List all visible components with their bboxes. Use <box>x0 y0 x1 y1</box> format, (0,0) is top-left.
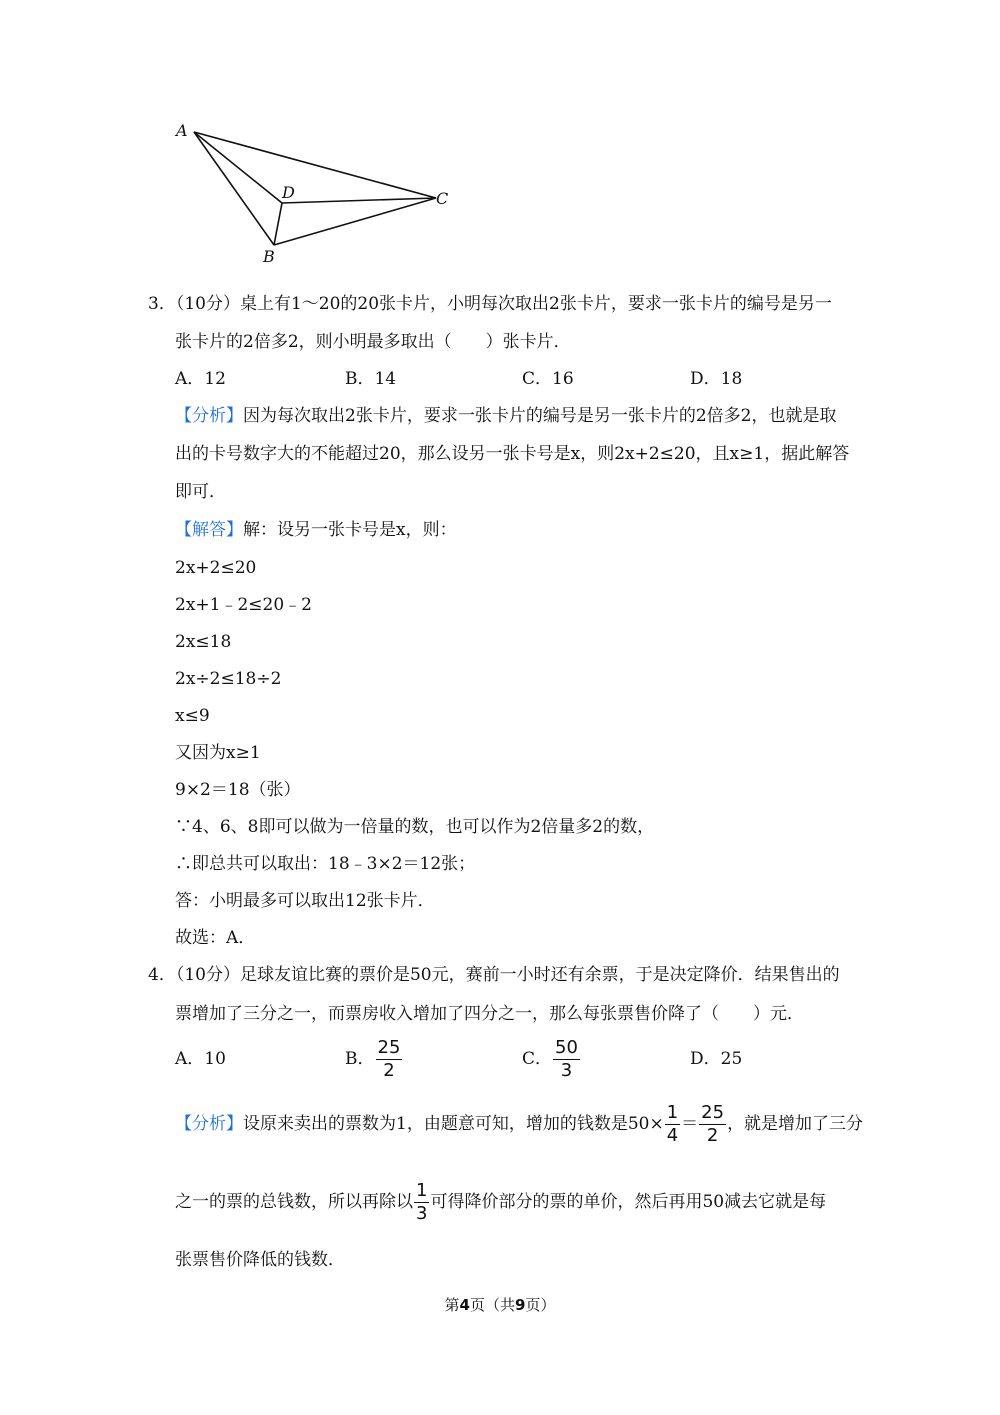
q3-option-a: A．12 <box>175 369 226 389</box>
q3-option-b: B．14 <box>345 369 397 389</box>
q4-option-b-label: B． <box>345 1049 375 1069</box>
segment-ab <box>194 132 274 245</box>
analysis-tag: 【分析】 <box>175 406 243 426</box>
fraction-denominator: 2 <box>706 1125 719 1146</box>
q4-option-c <box>522 1038 581 1081</box>
q3-step-1: 2x+2≤20 <box>175 558 257 578</box>
label-a: A <box>176 121 188 140</box>
q4-option-c-fraction <box>554 1038 579 1081</box>
fraction-denominator: 4 <box>666 1125 679 1146</box>
q4-fraction-1 <box>666 1103 679 1146</box>
q3-option-c: C．16 <box>522 369 574 389</box>
q4-stem-line-2: 票增加了三分之一，而票房收入增加了四分之一，那么每张票售价降了（ ）元． <box>175 1004 804 1024</box>
q3-step-6: 又因为x≥1 <box>175 743 261 763</box>
q4-option-c-label: C． <box>522 1049 553 1069</box>
footer-mid: 页（共 <box>469 1296 515 1314</box>
fraction-numerator: 1 <box>666 1102 679 1123</box>
segment-dc <box>282 198 436 203</box>
q4-fraction-3 <box>415 1181 428 1224</box>
segment-ac <box>194 132 436 198</box>
q4-analysis-line-1 <box>175 1103 863 1146</box>
q4-stem-line-1: 4．（10分）足球友谊比赛的票价是50元，赛前一小时还有余票，于是决定降价．结果售出的 <box>148 965 840 985</box>
q4-analysis-line-3: 张票售价降低的钱数． <box>175 1250 345 1270</box>
label-d: D <box>282 183 295 202</box>
analysis-tag: 【分析】 <box>175 1114 243 1134</box>
q4-option-b <box>345 1038 403 1081</box>
solution-tag: 【解答】 <box>175 520 243 540</box>
q3-step-3: 2x≤18 <box>175 632 232 652</box>
q3-choice: 故选：A． <box>175 928 256 948</box>
q3-option-d: D．18 <box>690 369 743 389</box>
footer-prefix: 第 <box>444 1296 460 1314</box>
q3-step-2: 2x+1﹣2≤20﹣2 <box>175 595 312 615</box>
q4-option-b-fraction <box>377 1038 402 1081</box>
q4-analysis-text-2b: 可得降价部分的票的单价，然后再用50减去它就是每 <box>430 1192 827 1212</box>
q3-analysis-line-3: 即可． <box>175 482 226 502</box>
fraction-numerator: 1 <box>416 1180 428 1201</box>
q4-analysis-text-1a: 设原来卖出的票数为1，由题意可知，增加的钱数是50× <box>243 1114 664 1134</box>
q3-step-9: ∴即总共可以取出：18﹣3×2＝12张； <box>175 854 476 874</box>
segment-ad <box>194 132 282 203</box>
q3-step-7: 9×2＝18（张） <box>175 780 301 800</box>
fraction-denominator: 3 <box>560 1060 573 1081</box>
label-c: C <box>436 189 449 208</box>
q4-equals: ＝ <box>681 1114 699 1134</box>
footer-total-pages: 9 <box>515 1296 526 1314</box>
label-b: B <box>263 247 275 266</box>
footer-suffix: 页） <box>525 1296 556 1314</box>
q3-step-8: ∵4、6、8即可以做为一倍量的数，也可以作为2倍量多2的数， <box>175 817 655 837</box>
q3-step-4: 2x÷2≤18÷2 <box>175 669 282 689</box>
q3-solution-line-1 <box>175 519 457 541</box>
triangle-figure <box>170 118 460 268</box>
fraction-numerator: 50 <box>555 1037 578 1058</box>
q4-analysis-text-2a: 之一的票的总钱数，所以再除以 <box>175 1192 413 1212</box>
fraction-denominator: 2 <box>383 1060 395 1081</box>
q3-analysis-line-2: 出的卡号数字大的不能超过20，那么设另一张卡号是x，则2x+2≤20，且x≥1，据此解答 <box>175 444 850 464</box>
segment-bd <box>274 203 282 245</box>
q3-answer: 答：小明最多可以取出12张卡片． <box>175 891 435 911</box>
q4-option-a: A．10 <box>175 1049 226 1069</box>
q3-step-5: x≤9 <box>175 706 210 726</box>
segment-bc <box>274 198 436 245</box>
q3-solution-text-1: 解：设另一张卡号是x，则： <box>243 520 457 540</box>
q4-analysis-line-2 <box>175 1181 826 1224</box>
fraction-denominator: 3 <box>416 1203 428 1224</box>
footer-page-number: 4 <box>459 1296 470 1314</box>
q4-fraction-2 <box>700 1103 725 1146</box>
page-footer <box>0 1294 1000 1315</box>
q3-analysis-line-1 <box>175 405 836 427</box>
fraction-numerator: 25 <box>701 1102 725 1123</box>
q4-analysis-text-1b: ，就是增加了三分 <box>727 1114 864 1134</box>
q3-stem-line-2: 张卡片的2倍多2，则小明最多取出（ ）张卡片． <box>175 332 571 352</box>
fraction-numerator: 25 <box>377 1037 401 1058</box>
q3-analysis-text-1: 因为每次取出2张卡片，要求一张卡片的编号是另一张卡片的2倍多2，也就是取 <box>243 406 837 426</box>
q4-option-d: D．25 <box>690 1049 743 1069</box>
q3-stem-line-1: 3．（10分）桌上有1～20的20张卡片，小明每次取出2张卡片，要求一张卡片的编号是另一 <box>148 294 832 314</box>
